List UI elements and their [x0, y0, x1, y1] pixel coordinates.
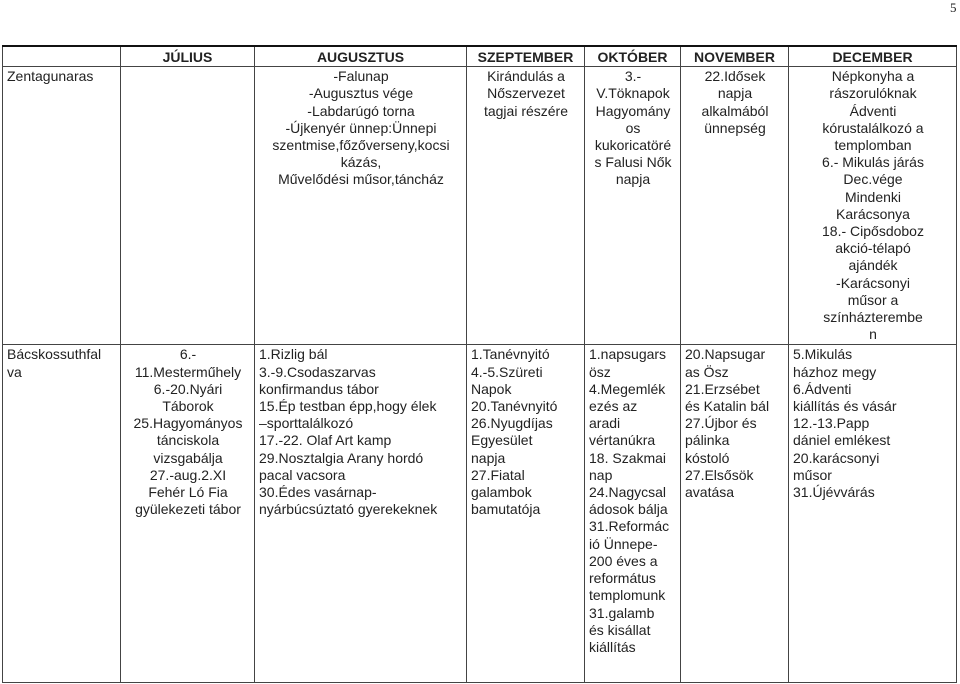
event-line: rászorulóknak: [829, 85, 917, 102]
event-line: dániel emlékest: [793, 432, 891, 449]
event-line: 3.-9.Csodaszarvas: [259, 363, 376, 380]
month-header-row: [3, 46, 957, 67]
events-cell: [255, 345, 467, 683]
event-line: 1.Rizlig bál: [259, 346, 328, 363]
event-line: 6.Ádventi: [793, 380, 852, 397]
event-line: tagjai részére: [483, 102, 569, 119]
event-line: nap: [589, 466, 613, 483]
month-header-november: NOVEMBER: [681, 46, 789, 67]
event-line: 20.Napsugar: [685, 346, 766, 363]
event-line: Művelődési műsor,táncház: [278, 171, 444, 188]
event-line: kukoricatöré: [594, 137, 672, 154]
event-line: templomban: [834, 137, 912, 154]
event-line: aradi: [589, 415, 621, 432]
month-header-august: AUGUSZTUS: [255, 46, 467, 67]
event-line: Kirándulás a: [487, 68, 565, 85]
event-line: ösz: [589, 363, 611, 380]
event-line: 1.Tanévnyitó: [471, 346, 550, 363]
event-line: 27.Fiatal: [471, 466, 525, 483]
event-line: 200 éves a: [589, 552, 658, 569]
event-line: tánciskola: [156, 432, 220, 449]
event-line: bamutatója: [471, 501, 541, 518]
events-cell: [585, 67, 681, 345]
event-line: Mindenki: [844, 188, 902, 205]
event-line: 17.-22. Olaf Art kamp: [259, 432, 392, 449]
event-line: Táborok: [162, 398, 214, 415]
events-cell: [121, 67, 255, 345]
event-line: templomunk: [589, 587, 666, 604]
events-cell: [121, 345, 255, 683]
event-line: 29.Nosztalgia Arany hordó: [259, 449, 424, 466]
events-cell: [789, 345, 957, 683]
event-line: műsor a: [847, 291, 899, 308]
event-line: ajándék: [848, 257, 898, 274]
event-line: –sporttalálkozó: [259, 415, 354, 432]
events-cell: [255, 67, 467, 345]
event-line: 11.Mesterműhely: [134, 363, 242, 380]
event-line: -Újkenyér ünnep:Ünnepi: [285, 119, 437, 136]
event-line: 31.Újévvárás: [793, 484, 875, 501]
event-line: avatása: [685, 484, 735, 501]
event-line: ezés az: [589, 398, 638, 415]
event-line: galambok: [471, 484, 532, 501]
event-line: Népkonyha a: [831, 68, 915, 85]
page-number: 5: [950, 0, 957, 15]
event-line: napja: [717, 85, 753, 102]
event-line: gyülekezeti tábor: [135, 501, 241, 518]
events-cell: [789, 67, 957, 345]
event-line: alkalmából: [701, 102, 769, 119]
event-line: n: [869, 326, 877, 343]
month-header-july: JÚLIUS: [121, 46, 255, 67]
event-line: 30.Édes vasárnap-: [259, 484, 377, 501]
event-line: 26.Nyugdíjas: [471, 415, 553, 432]
event-line: 20.Tanévnyitó: [471, 398, 558, 415]
event-line: 21.Erzsébet: [685, 380, 760, 397]
event-line: Dec.vége: [843, 171, 903, 188]
event-line: 3.-: [624, 68, 642, 85]
event-line: 6.-20.Nyári: [153, 380, 223, 397]
event-line: 18. Szakmai: [589, 449, 667, 466]
event-line: vizsgabálja: [153, 449, 223, 466]
event-line: 24.Nagycsal: [589, 484, 667, 501]
event-calendar-table: [2, 45, 957, 683]
events-cell: [681, 67, 789, 345]
event-line: 12.-13.Papp: [793, 415, 870, 432]
event-line: 25.Hagyományos: [133, 415, 243, 432]
event-line: 31.Reformác: [589, 518, 670, 535]
event-line: 1.napsugars: [589, 346, 667, 363]
event-line: 5.Mikulás: [793, 346, 853, 363]
month-header-september: SZEPTEMBER: [467, 46, 585, 67]
event-line: napja: [615, 171, 651, 188]
corner-cell: [3, 46, 121, 67]
event-line: Egyesület: [471, 432, 533, 449]
event-line: 27.-aug.2.XI: [149, 466, 227, 483]
event-line: református: [589, 570, 656, 587]
event-line: 22.Idősek: [704, 68, 766, 85]
event-line: 31.galamb: [589, 604, 655, 621]
event-line: szentmise,főzőverseny,kocsi: [272, 137, 450, 154]
event-line: Hagyomány: [595, 102, 671, 119]
event-line: konfirmandus tábor: [259, 380, 379, 397]
events-cell: [467, 345, 585, 683]
event-line: vértanúkra: [589, 432, 656, 449]
village-name-cell: Bácskossuthfal va: [3, 345, 121, 683]
events-cell: [681, 345, 789, 683]
event-line: -Falunap: [333, 68, 389, 85]
village-name-cell: Zentagunaras: [3, 67, 121, 345]
events-cell: [585, 345, 681, 683]
event-line: 4.-5.Szüreti: [471, 363, 543, 380]
event-line: Napok: [471, 380, 512, 397]
event-line: 27.Újbor és: [685, 415, 757, 432]
event-line: kórustalálkozó a: [822, 119, 924, 136]
event-line: kóstoló: [685, 449, 730, 466]
event-line: -Labdarúgó torna: [307, 102, 415, 119]
event-line: pacal vacsora: [259, 466, 346, 483]
event-line: ünnepség: [704, 119, 766, 136]
event-line: és Katalin bál: [685, 398, 770, 415]
month-header-december: DECEMBER: [789, 46, 957, 67]
event-line: házhoz megy: [793, 363, 877, 380]
event-line: és kisállat: [589, 621, 651, 638]
events-cell: [467, 67, 585, 345]
event-line: pálinka: [685, 432, 730, 449]
event-line: Karácsonya: [836, 205, 910, 222]
event-line: 27.Elsősök: [685, 466, 754, 483]
table-row: [3, 345, 957, 683]
event-line: kiállítás: [589, 638, 636, 655]
event-line: -Karácsonyi: [836, 274, 910, 291]
event-line: 15.Ép testban épp,hogy élek: [259, 398, 437, 415]
event-line: kiállítás és vásár: [793, 398, 897, 415]
event-line: Fehér Ló Fia: [148, 484, 228, 501]
event-line: nyárbúcsúztató gyerekeknek: [259, 501, 438, 518]
event-line: Ádventi: [849, 102, 897, 119]
event-line: -Augusztus vége: [308, 85, 414, 102]
event-line: os: [625, 119, 641, 136]
event-line: akció-télapó: [835, 240, 911, 257]
event-line: napja: [471, 449, 506, 466]
event-line: 18.- Cipősdoboz: [822, 223, 924, 240]
month-header-october: OKTÓBER: [585, 46, 681, 67]
event-line: kázás,: [340, 154, 382, 171]
event-line: műsor: [793, 466, 832, 483]
event-line: 6.- Mikulás járás: [822, 154, 924, 171]
event-line: V.Töknapok: [596, 85, 670, 102]
event-line: 6.-: [179, 346, 197, 363]
event-line: Nőszervezet: [487, 85, 565, 102]
event-line: színházterembe: [823, 309, 923, 326]
event-line: as Ösz: [685, 363, 729, 380]
table-row: [3, 67, 957, 345]
event-line: ádosok bálja: [589, 501, 668, 518]
event-line: 20.karácsonyi: [793, 449, 880, 466]
event-line: 4.Megemlék: [589, 380, 666, 397]
event-line: ió Ünnepe-: [589, 535, 658, 552]
event-line: s Falusi Nők: [594, 154, 672, 171]
